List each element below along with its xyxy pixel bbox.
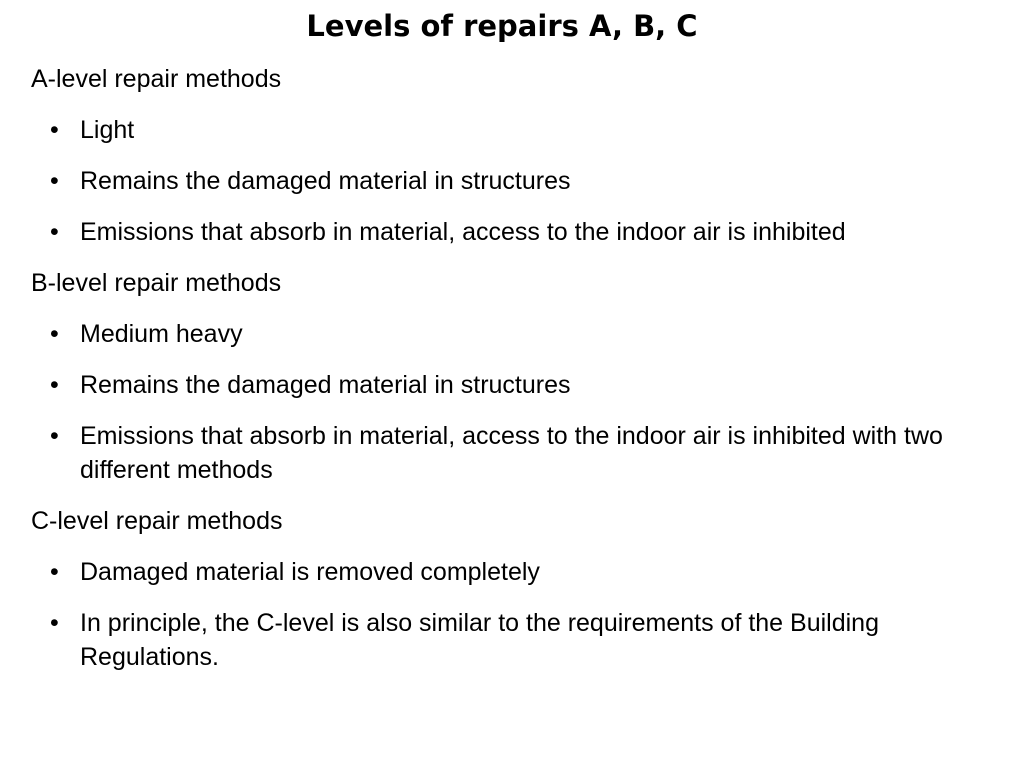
list-item (31, 606, 991, 674)
bullet-text: In principle, the C-level is also similar to the requirements of the Building Regulations. (80, 609, 879, 671)
bullet-text: Emissions that absorb in material, access to the indoor air is inhibited with two different methods (80, 422, 943, 484)
slide-title: Levels of repairs A, B, C (306, 9, 698, 43)
bullet-icon: • (50, 167, 59, 195)
section-heading-b-level: B-level repair methods (31, 269, 282, 297)
bullet-text: Remains the damaged material in structures (80, 167, 571, 195)
list-item (31, 113, 991, 147)
section-b-level (31, 266, 991, 487)
bullet-text: Emissions that absorb in material, access to the indoor air is inhibited (80, 218, 846, 246)
bullet-icon: • (50, 422, 59, 450)
section-heading-c-level: C-level repair methods (31, 507, 283, 535)
section-a-level (31, 62, 991, 249)
list-item (31, 215, 991, 249)
bullet-icon: • (50, 116, 59, 144)
bullet-text: Remains the damaged material in structures (80, 371, 571, 399)
bullet-text: Light (80, 116, 135, 144)
bullet-icon: • (50, 609, 59, 637)
bullet-icon: • (50, 558, 59, 586)
slide-content (31, 62, 991, 691)
list-item (31, 317, 991, 351)
section-heading-a-level: A-level repair methods (31, 65, 282, 93)
list-item (31, 368, 991, 402)
list-item (31, 164, 991, 198)
list-item (31, 419, 991, 487)
bullet-icon: • (50, 371, 59, 399)
bullet-list-a-level (31, 113, 991, 249)
bullet-list-c-level (31, 555, 991, 674)
list-item (31, 555, 991, 589)
bullet-list-b-level (31, 317, 991, 487)
bullet-text: Damaged material is removed completely (80, 558, 540, 586)
bullet-text: Medium heavy (80, 320, 243, 348)
section-c-level (31, 504, 991, 674)
bullet-icon: • (50, 218, 59, 246)
bullet-icon: • (50, 320, 59, 348)
